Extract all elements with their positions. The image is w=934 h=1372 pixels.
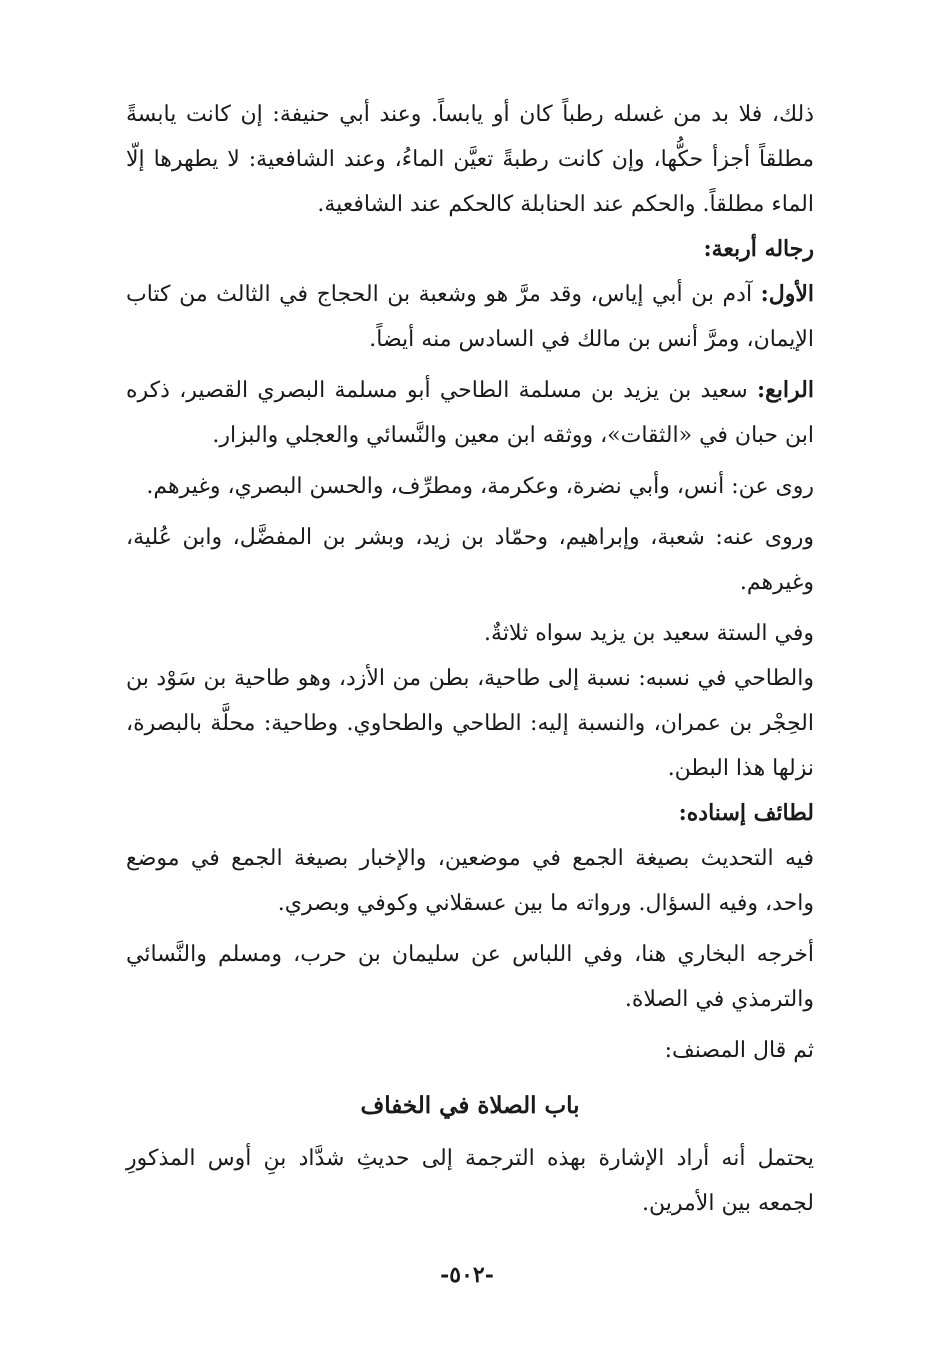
page-number: -٥٠٢- <box>440 1262 494 1288</box>
paragraph-text: روى عن: أنس، وأبي نضرة، وعكرمة، ومطرِّف، والحسن البصري، وغيرهم. <box>146 474 814 499</box>
paragraph-text: يحتمل أنه أراد الإشارة بهذه الترجمة إلى حديثِ شدَّاد بنِ أوس المذكورِ لجمعه بين الأمرين. <box>126 1146 814 1216</box>
paragraph-text: والطاحي في نسبه: نسبة إلى طاحية، بطن من الأزد، وهو طاحية بن سَوْد بن الحِجْر بن عمران، والنسبة إليه: الطاحي والطحاوي. وطاحية: محلَّة بالبصرة، نزلها هذا البطن. <box>126 666 814 781</box>
paragraph-six-books <box>126 611 814 656</box>
paragraph-lineage <box>126 656 814 791</box>
page-body <box>126 92 814 1226</box>
paragraph-text: فيه التحديث بصيغة الجمع في موضعين، والإخبار بصيغة الجمع في موضع واحد، وفيه السؤال. ورواته ما بين عسقلاني وكوفي وبصري. <box>126 846 814 916</box>
paragraph-text: وروى عنه: شعبة، وإبراهيم، وحمّاد بن زيد، وبشر بن المفضَّل، وابن عُلية، وغيرهم. <box>126 525 814 595</box>
section-heading-isnad: لطائف إسناده: <box>678 800 814 826</box>
paragraph-isnad-1 <box>126 836 814 926</box>
paragraph-text: ذلك، فلا بد من غسله رطباً كان أو يابساً. وعند أبي حنيفة: إن كانت يابسةً مطلقاً أجزأ حكُّها، وإن كانت رطبةً تعيَّن الماءُ، وعند الشافعية: لا يطهرها إلّا الماء مطلقاً. والحكم عند الحنابلة كالحكم عند الشافعية. <box>126 102 814 217</box>
paragraph-chapter-body <box>126 1136 814 1226</box>
paragraph-author-said <box>126 1028 814 1073</box>
paragraph-text: ثم قال المصنف: <box>664 1038 814 1063</box>
paragraph-text: أخرجه البخاري هنا، وفي اللباس عن سليمان بن حرب، ومسلم والنَّسائي والترمذي في الصلاة. <box>126 942 814 1012</box>
paragraph-narrator-1 <box>126 272 814 362</box>
paragraph-narrator-4 <box>126 368 814 458</box>
paragraph-text: آدم بن أبي إياس، وقد مرَّ هو وشعبة بن الحجاج في الثالث من كتاب الإيمان، ومرَّ أنس بن مالك في السادس منه أيضاً. <box>126 282 814 352</box>
paragraph-text: سعيد بن يزيد بن مسلمة الطاحي أبو مسلمة البصري القصير، ذكره ابن حبان في «الثقات»، ووثقه ابن معين والنَّسائي والعجلي والبزار. <box>126 378 814 448</box>
paragraph-isnad-2 <box>126 932 814 1022</box>
paragraph-narrated-by <box>126 515 814 605</box>
paragraph-text: وفي الستة سعيد بن يزيد سواه ثلاثةٌ. <box>484 621 814 646</box>
paragraph-1 <box>126 92 814 227</box>
section-heading-narrators: رجاله أربعة: <box>703 236 814 262</box>
chapter-title: باب الصلاة في الخفاف <box>360 1092 580 1119</box>
paragraph-narrated-from <box>126 464 814 509</box>
paragraph-lead: الأول: <box>760 281 814 307</box>
paragraph-lead: الرابع: <box>756 377 814 403</box>
